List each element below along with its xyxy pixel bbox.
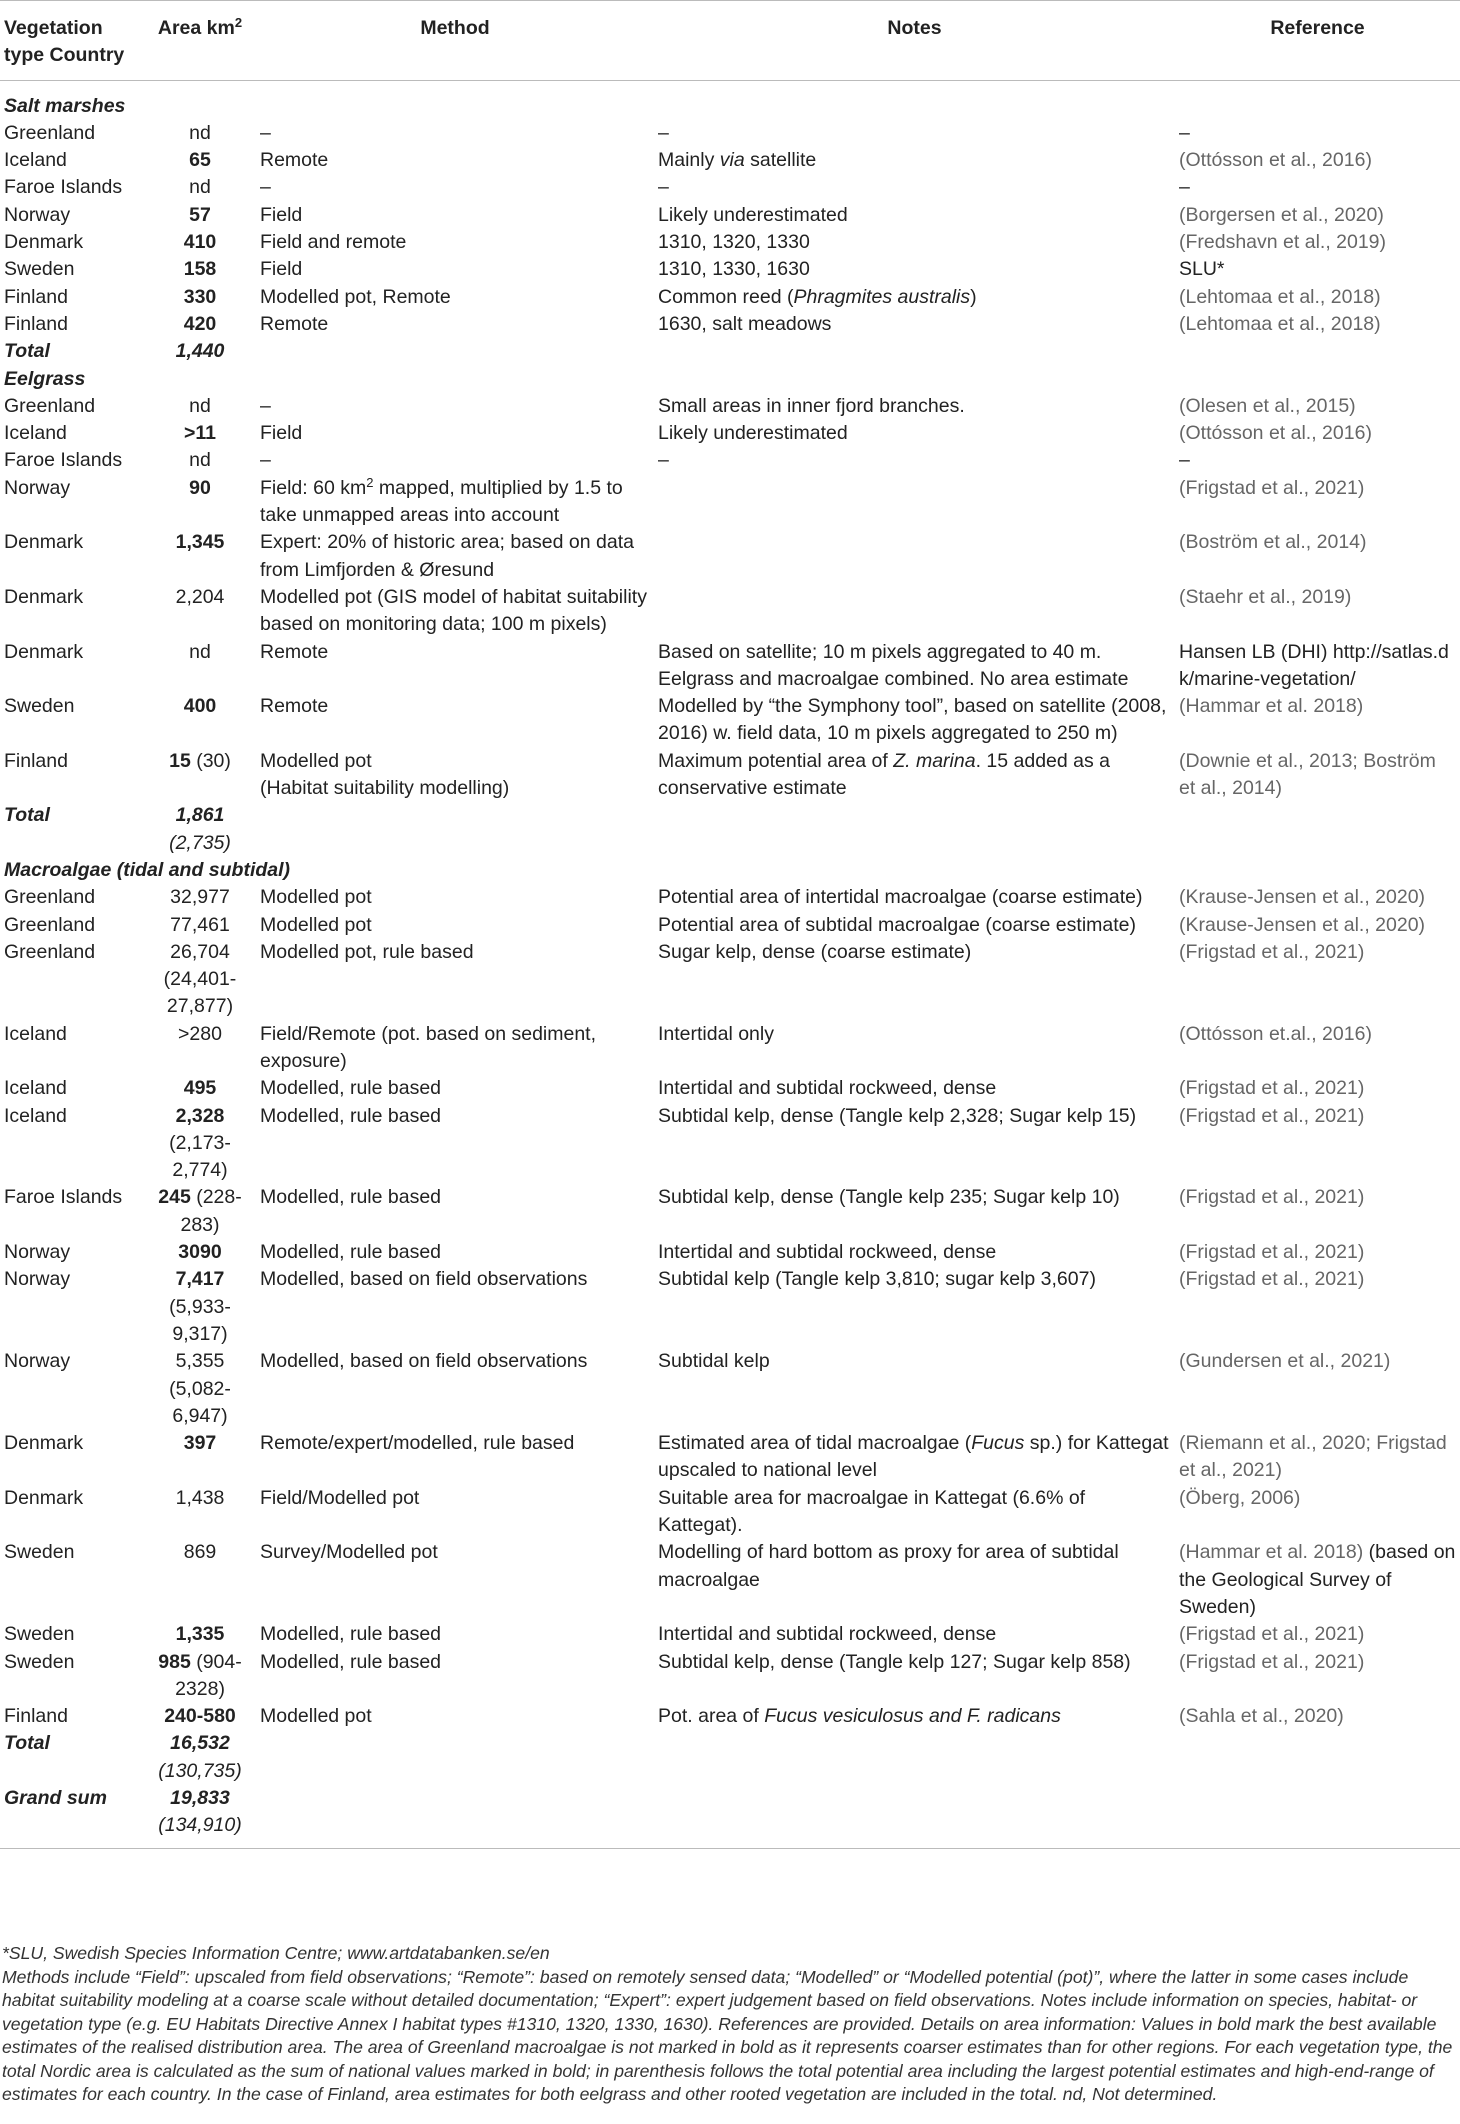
cell-area: nd — [189, 121, 211, 144]
cell-reference: (Ottósson et.al., 2016) — [1179, 1022, 1372, 1045]
total-row-macroalgae — [0, 1730, 1460, 1785]
cell-method: Modelled pot — [260, 1705, 372, 1728]
cell-country: Finland — [4, 285, 68, 308]
cell-area: 3090 — [178, 1241, 222, 1264]
cell-area: 77,461 — [170, 913, 230, 936]
cell-area: 420 — [183, 312, 217, 335]
cell-area: 2,328 (2,173-2,774) — [169, 1104, 231, 1182]
cell-method: Remote — [260, 149, 329, 172]
cell-method: Field/Remote (pot. based on sediment, exposure) — [260, 1022, 597, 1072]
cell-notes: Intertidal only — [658, 1022, 774, 1045]
table-row — [0, 1703, 1460, 1730]
cell-area: 16,532 (130,735) — [158, 1732, 242, 1782]
cell-country: Denmark — [4, 531, 84, 554]
cell-method: Remote — [260, 695, 329, 718]
cell-country: Denmark — [4, 231, 84, 254]
cell-notes — [654, 802, 1175, 857]
cell-notes: Common reed (Phragmites australis) — [658, 285, 977, 308]
cell-reference: – — [1179, 121, 1190, 144]
cell-country: Sweden — [4, 1650, 75, 1673]
cell-country: Denmark — [4, 1486, 84, 1509]
cell-country: Sweden — [4, 1623, 75, 1646]
cell-reference: (Lehtomaa et al., 2018) — [1179, 285, 1381, 308]
cell-country: Finland — [4, 312, 68, 335]
cell-method: Remote — [260, 640, 329, 663]
cell-area: 26,704 (24,401-27,877) — [163, 940, 237, 1018]
table-row — [0, 1539, 1460, 1621]
cell-country: Iceland — [4, 422, 67, 445]
cell-country: Sweden — [4, 695, 75, 718]
cell-country: Sweden — [4, 1541, 75, 1564]
cell-reference: (Hammar et al. 2018) (based on the Geological Survey of Sweden) — [1179, 1541, 1456, 1618]
cell-country: Faroe Islands — [4, 449, 123, 472]
table-row — [0, 1021, 1460, 1076]
cell-notes: Subtidal kelp, dense (Tangle kelp 2,328; Sugar kelp 15) — [658, 1104, 1137, 1127]
cell-notes: Pot. area of Fucus vesiculosus and F. radicans — [658, 1705, 1061, 1728]
cell-country: Finland — [4, 1705, 68, 1728]
header-area: Area $km^2$ — [157, 15, 243, 39]
cell-notes — [654, 1730, 1175, 1785]
cell-area: 90 — [189, 476, 211, 499]
table-row — [0, 311, 1460, 338]
cell-area: 15 (30) — [169, 749, 231, 772]
cell-area: 240-580 — [164, 1705, 236, 1728]
cell-reference: (Frigstad et al., 2021) — [1179, 1077, 1365, 1100]
cell-area: 19,833 (134,910) — [158, 1787, 242, 1837]
cell-notes: Likely underestimated — [658, 422, 848, 445]
cell-reference: (Downie et al., 2013; Boström et al., 2014) — [1179, 749, 1436, 800]
cell-reference: (Ottósson et al., 2016) — [1179, 149, 1372, 172]
cell-area: 5,355 (5,082-6,947) — [169, 1350, 231, 1427]
cell-area: 397 — [183, 1432, 217, 1455]
table-row — [0, 939, 1460, 1021]
cell-reference — [1175, 1785, 1460, 1848]
section-heading-cell: Eelgrass — [4, 367, 86, 390]
cell-reference: (Frigstad et al., 2021) — [1179, 1241, 1365, 1264]
cell-country: Iceland — [4, 1022, 67, 1045]
cell-area: 32,977 — [170, 886, 230, 909]
cell-method: Modelled, based on field observations — [260, 1350, 588, 1373]
cell-reference: SLU* — [1179, 258, 1225, 281]
cell-reference: (Öberg, 2006) — [1179, 1486, 1301, 1509]
table-row — [0, 1103, 1460, 1185]
cell-area: 2,204 — [175, 585, 225, 608]
cell-method: Modelled pot — [260, 913, 372, 936]
cell-area: 7,417 (5,933-9,317) — [169, 1268, 231, 1345]
cell-method: Expert: 20% of historic area; based on data from Limfjorden & Øresund — [260, 531, 634, 581]
cell-area: 410 — [183, 231, 217, 254]
cell-method: Remote — [260, 312, 329, 335]
cell-country: Grand sum — [4, 1787, 107, 1809]
header-vegetation-type: Vegetation type Country — [4, 17, 125, 67]
table-row — [0, 174, 1460, 201]
cell-notes: Subtidal kelp, dense (Tangle kelp 235; Sugar kelp 10) — [658, 1186, 1120, 1209]
cell-notes: Likely underestimated — [658, 203, 848, 226]
cell-reference: (Sahla et al., 2020) — [1179, 1705, 1344, 1728]
cell-country: Total — [4, 340, 50, 363]
cell-method: Survey/Modelled pot — [260, 1541, 438, 1564]
table-row — [0, 1266, 1460, 1348]
cell-notes: Subtidal kelp, dense (Tangle kelp 127; Sugar kelp 858) — [658, 1650, 1131, 1673]
cell-method: Modelled, rule based — [260, 1077, 442, 1100]
table-row — [0, 447, 1460, 474]
cell-notes: Based on satellite; 10 m pixels aggregated to 40 m. Eelgrass and macroalgae combined. No area estimate — [658, 640, 1129, 690]
cell-method: Modelled, rule based — [260, 1104, 442, 1127]
cell-notes: – — [658, 121, 669, 144]
cell-country: Greenland — [4, 940, 96, 963]
cell-reference: (Ottósson et al., 2016) — [1179, 422, 1372, 445]
cell-country: Finland — [4, 749, 68, 772]
cell-country: Norway — [4, 203, 71, 226]
cell-method: Field: 60 $km^2$ mapped, multiplied by 1.5 to take unmapped areas into account — [260, 474, 623, 527]
cell-country: Greenland — [4, 913, 96, 936]
cell-area: >11 — [183, 422, 216, 445]
cell-area: 158 — [183, 258, 217, 281]
cell-method: Field — [260, 422, 303, 445]
header-method: Method — [420, 17, 490, 39]
cell-area: 330 — [183, 285, 217, 308]
table-row — [0, 475, 1460, 530]
cell-country: Norway — [4, 1268, 71, 1291]
cell-area: 1,345 — [175, 531, 225, 554]
cell-area: 1,438 — [175, 1486, 225, 1509]
cell-reference: (Lehtomaa et al., 2018) — [1179, 312, 1381, 335]
cell-area: 869 — [183, 1541, 217, 1564]
table-row — [0, 1430, 1460, 1485]
cell-country: Denmark — [4, 640, 84, 663]
cell-area: nd — [189, 449, 211, 472]
section-heading-salt-marshes — [0, 80, 1460, 120]
cell-notes — [654, 475, 1175, 530]
cell-notes: Potential area of subtidal macroalgae (coarse estimate) — [658, 913, 1136, 936]
cell-reference: (Frigstad et al., 2021) — [1179, 1650, 1365, 1673]
cell-reference: (Riemann et al., 2020; Frigstad et al., 2021) — [1179, 1432, 1447, 1482]
cell-area: 1,861 (2,735) — [169, 804, 231, 854]
table-row — [0, 256, 1460, 283]
cell-reference: (Frigstad et al., 2021) — [1179, 1104, 1365, 1127]
table-row — [0, 393, 1460, 420]
cell-notes: Intertidal and subtidal rockweed, dense — [658, 1077, 997, 1100]
table-footnotes — [0, 1942, 1458, 2107]
cell-notes: Intertidal and subtidal rockweed, dense — [658, 1241, 997, 1264]
cell-notes: Mainly via satellite — [658, 149, 817, 172]
header-notes: Notes — [887, 17, 942, 39]
cell-method — [256, 338, 654, 365]
cell-reference: (Frigstad et al., 2021) — [1179, 476, 1365, 499]
section-heading-cell: Salt marshes — [4, 94, 126, 117]
footnote-methods: Methods include “Field”: upscaled from field observations; “Remote”: based on remotely sensed data; “Modelled” or “Modelled potential (pot)”, where the latter in some cases include habitat suitability modeling at a coarse scale without detailed documentation; “Expert”: expert judgement based on field observations. Notes include information on species, habitat- or vegetation type (e.g. EU Habitats Directive Annex I habitat types #1310, 1320, 1330, 1630). References are provided. Details on area information: Values in bold mark the best available estimates of the realised distribution area. The area of Greenland macroalgae is not marked in bold as it represents coarser estimates than for other regions. For each vegetation type, the total Nordic area is calculated as the sum of national values marked in bold; in parenthesis follows the total potential area including the largest potential estimates and high-end-range of estimates for each country. In the case of Finland, area estimates for both eelgrass and other rooted vegetation are included in the total. nd, Not determined. — [2, 1966, 1453, 2104]
cell-notes: Subtidal kelp (Tangle kelp 3,810; sugar kelp 3,607) — [658, 1268, 1096, 1291]
cell-method: Modelled pot (GIS model of habitat suitability based on monitoring data; 100 m pixels) — [260, 585, 647, 636]
cell-method: Modelled pot, rule based — [260, 940, 474, 963]
cell-method: Modelled, based on field observations — [260, 1268, 588, 1291]
section-heading-eelgrass — [0, 366, 1460, 393]
grand-total-row — [0, 1785, 1460, 1848]
table-row — [0, 884, 1460, 911]
table-row — [0, 202, 1460, 229]
header-reference: Reference — [1270, 17, 1365, 39]
cell-reference: (Frigstad et al., 2021) — [1179, 1268, 1365, 1291]
cell-method: – — [260, 176, 271, 199]
cell-country: Sweden — [4, 258, 75, 281]
cell-reference: (Hammar et al. 2018) — [1179, 695, 1364, 718]
cell-notes — [654, 1785, 1175, 1848]
cell-area: >280 — [178, 1022, 222, 1045]
table-row — [0, 284, 1460, 311]
cell-area: 245 (228-283) — [158, 1186, 242, 1236]
table-row — [0, 584, 1460, 639]
table-row — [0, 693, 1460, 748]
table-row — [0, 229, 1460, 256]
cell-notes: Modelling of hard bottom as proxy for area of subtidal macroalgae — [658, 1541, 1119, 1591]
cell-country: Iceland — [4, 1104, 67, 1127]
cell-area: 65 — [189, 149, 211, 172]
cell-area: 985 (904-2328) — [158, 1650, 242, 1700]
table-header-row — [0, 1, 1460, 81]
cell-area: 400 — [183, 695, 217, 718]
cell-notes: – — [658, 449, 669, 472]
table-row — [0, 147, 1460, 174]
cell-method: Modelled pot (Habitat suitability modelling) — [260, 749, 510, 800]
cell-method — [256, 802, 654, 857]
cell-country: Faroe Islands — [4, 176, 123, 199]
cell-country: Norway — [4, 476, 71, 499]
cell-reference — [1175, 338, 1460, 365]
table-row — [0, 1075, 1460, 1102]
table-row — [0, 1239, 1460, 1266]
cell-method: – — [260, 121, 271, 144]
cell-method: – — [260, 449, 271, 472]
cell-country: Iceland — [4, 149, 67, 172]
total-row-salt-marshes — [0, 338, 1460, 365]
section-heading-macroalgae — [0, 857, 1460, 884]
cell-reference — [1175, 802, 1460, 857]
cell-country: Greenland — [4, 886, 96, 909]
table-row — [0, 1649, 1460, 1704]
cell-reference — [1175, 1730, 1460, 1785]
cell-area: 1,335 — [175, 1623, 225, 1646]
cell-method: Field/Modelled pot — [260, 1486, 420, 1509]
cell-reference: Hansen LB (DHI) http://satlas.dk/marine-vegetation/ — [1179, 640, 1449, 690]
cell-reference: (Frigstad et al., 2021) — [1179, 1623, 1365, 1646]
cell-country: Norway — [4, 1350, 71, 1373]
table-row — [0, 1621, 1460, 1648]
cell-country: Faroe Islands — [4, 1186, 123, 1209]
cell-country: Total — [4, 1732, 50, 1755]
cell-reference: (Gundersen et al., 2021) — [1179, 1350, 1391, 1373]
cell-notes: Intertidal and subtidal rockweed, dense — [658, 1623, 997, 1646]
cell-notes: Subtidal kelp — [658, 1350, 770, 1373]
cell-method: Modelled, rule based — [260, 1623, 442, 1646]
cell-notes: Sugar kelp, dense (coarse estimate) — [658, 940, 972, 963]
cell-notes — [654, 338, 1175, 365]
cell-area: 1,440 — [175, 340, 225, 363]
cell-method: – — [260, 394, 271, 417]
cell-area: nd — [189, 176, 211, 199]
table-row — [0, 120, 1460, 147]
cell-method: Field — [260, 258, 303, 281]
cell-country: Norway — [4, 1241, 71, 1264]
table-row — [0, 748, 1460, 803]
cell-method: Modelled pot — [260, 886, 372, 909]
cell-country: Total — [4, 804, 50, 827]
cell-area: nd — [189, 394, 211, 417]
cell-reference: (Frigstad et al., 2021) — [1179, 940, 1365, 963]
table-row — [0, 1184, 1460, 1239]
cell-method: Modelled, rule based — [260, 1650, 442, 1673]
cell-method — [256, 1785, 654, 1848]
cell-country: Denmark — [4, 1432, 84, 1455]
cell-country: Greenland — [4, 121, 96, 144]
cell-method: Modelled pot, Remote — [260, 285, 451, 308]
cell-notes: – — [658, 176, 669, 199]
cell-notes: 1310, 1330, 1630 — [658, 258, 810, 281]
cell-method: Remote/expert/modelled, rule based — [260, 1432, 575, 1455]
cell-reference: (Olesen et al., 2015) — [1179, 394, 1356, 417]
table-row — [0, 1485, 1460, 1540]
table-row — [0, 1348, 1460, 1430]
cell-method: Modelled, rule based — [260, 1241, 442, 1264]
cell-notes: Potential area of intertidal macroalgae (coarse estimate) — [658, 886, 1143, 909]
cell-area: 57 — [189, 203, 211, 226]
cell-method: Field — [260, 203, 303, 226]
cell-country: Iceland — [4, 1077, 67, 1100]
cell-method: Modelled, rule based — [260, 1186, 442, 1209]
cell-area: nd — [189, 640, 211, 663]
cell-reference: (Staehr et al., 2019) — [1179, 585, 1352, 608]
total-row-eelgrass — [0, 802, 1460, 857]
cell-country: Denmark — [4, 585, 84, 608]
cell-notes: Modelled by “the Symphony tool”, based on satellite (2008, 2016) w. field data, 10 m pixels aggregated to 250 m) — [658, 695, 1167, 745]
cell-notes: Estimated area of tidal macroalgae (Fucus sp.) for Kattegat upscaled to national level — [658, 1432, 1169, 1482]
cell-reference: (Krause-Jensen et al., 2020) — [1179, 886, 1426, 909]
cell-notes: Maximum potential area of Z. marina. 15 added as a conservative estimate — [658, 749, 1111, 800]
cell-reference: (Boström et al., 2014) — [1179, 531, 1367, 554]
cell-reference: – — [1179, 449, 1190, 472]
table-row — [0, 639, 1460, 694]
cell-reference: (Borgersen et al., 2020) — [1179, 203, 1384, 226]
cell-reference: (Fredshavn et al., 2019) — [1179, 231, 1387, 254]
cell-country: Greenland — [4, 394, 96, 417]
cell-notes: Suitable area for macroalgae in Kattegat (6.6% of Kattegat). — [658, 1486, 1086, 1537]
cell-notes: 1310, 1320, 1330 — [658, 231, 810, 254]
cell-notes: Small areas in inner fjord branches. — [658, 394, 965, 417]
footnote-slu: *SLU, Swedish Species Information Centre; www.artdatabanken.se/en — [2, 1943, 550, 1963]
table-row — [0, 420, 1460, 447]
cell-method — [256, 1730, 654, 1785]
cell-reference: (Frigstad et al., 2021) — [1179, 1186, 1365, 1209]
table-row — [0, 912, 1460, 939]
cell-method: Field and remote — [260, 231, 407, 254]
cell-reference: (Krause-Jensen et al., 2020) — [1179, 913, 1426, 936]
cell-notes: 1630, salt meadows — [658, 312, 832, 335]
table-row — [0, 529, 1460, 584]
cell-notes — [654, 529, 1175, 584]
section-heading-cell: Macroalgae (tidal and subtidal) — [4, 858, 291, 881]
cell-notes — [654, 584, 1175, 639]
cell-reference: – — [1179, 176, 1190, 199]
cell-area: 495 — [183, 1077, 217, 1100]
